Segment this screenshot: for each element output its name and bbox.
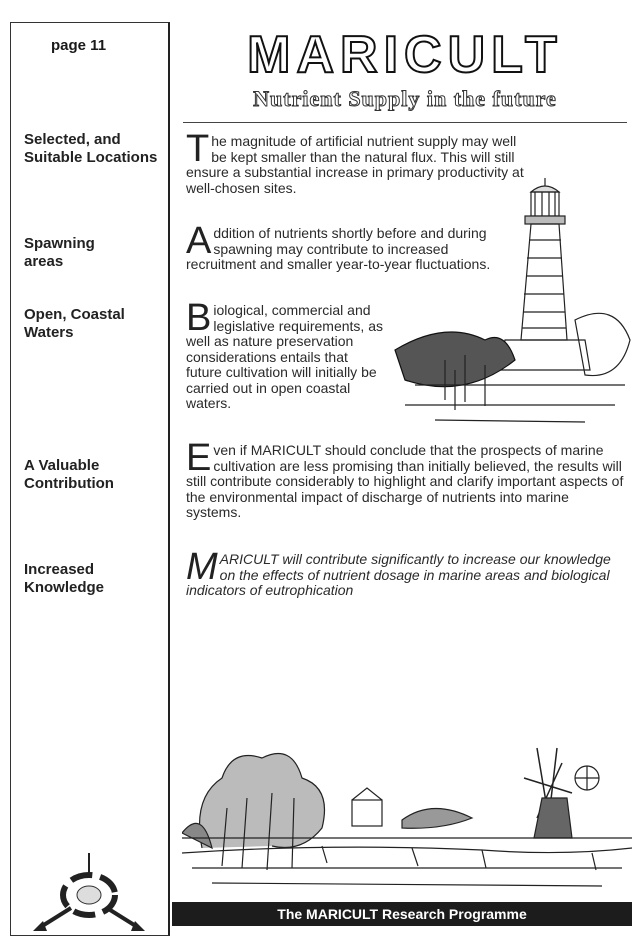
dropcap: T	[186, 128, 210, 170]
page-title: MARICULT	[247, 26, 563, 84]
paragraph-knowledge	[186, 546, 626, 599]
header-rule	[183, 122, 627, 123]
landscape-illustration	[182, 738, 632, 898]
sidebar-label-locations: Selected, and Suitable Locations	[24, 131, 158, 166]
cycle-logo-icon	[31, 843, 151, 933]
footer-bar: The MARICULT Research Programme	[172, 902, 632, 926]
sidebar-label-contribution: A Valuable Contribution	[24, 457, 114, 492]
sidebar-label-knowledge: Increased Knowledge	[24, 561, 105, 596]
sidebar-label-coastal: Open, Coastal Waters	[24, 306, 125, 341]
paragraph-text: iological, commercial and legislative requirements, as well as nature preservation considerations entails that future cultivation will initially be carried out in open coastal waters.	[186, 302, 383, 411]
dropcap: M	[186, 546, 218, 588]
paragraph-text: ven if MARICULT should conclude that the prospects of marine cultivation are less promising than initially believed, the results will still contribute considerably to highlight and clarify important aspects of the environmental impact of discharge of nutrients into marine systems.	[186, 442, 624, 520]
lighthouse-illustration	[385, 170, 635, 440]
paragraph-contribution	[186, 437, 626, 521]
dropcap: E	[186, 437, 212, 479]
page-subtitle: Nutrient Supply in the future	[253, 86, 557, 111]
paragraph-coastal	[186, 297, 386, 412]
paragraph-text: he magnitude of artificial nutrient supply may well be kept smaller than the natural flux. This will still ensure a substantial increase in primary productivity at well-chosen sites.	[186, 133, 524, 196]
page-number: page 11	[51, 37, 107, 54]
sidebar-column	[10, 22, 170, 936]
paragraph-text: ddition of nutrients shortly before and during spawning may contribute to increased recruitment and smaller year-to-year fluctuations.	[186, 225, 491, 272]
sidebar-label-spawning: Spawning areas	[24, 235, 95, 270]
dropcap: B	[186, 297, 212, 339]
paragraph-text: ARICULT will contribute significantly to increase our knowledge on the effects of nutrient dosage in marine areas and biological indicators of eutrophication	[186, 551, 611, 598]
dropcap: A	[186, 220, 212, 262]
